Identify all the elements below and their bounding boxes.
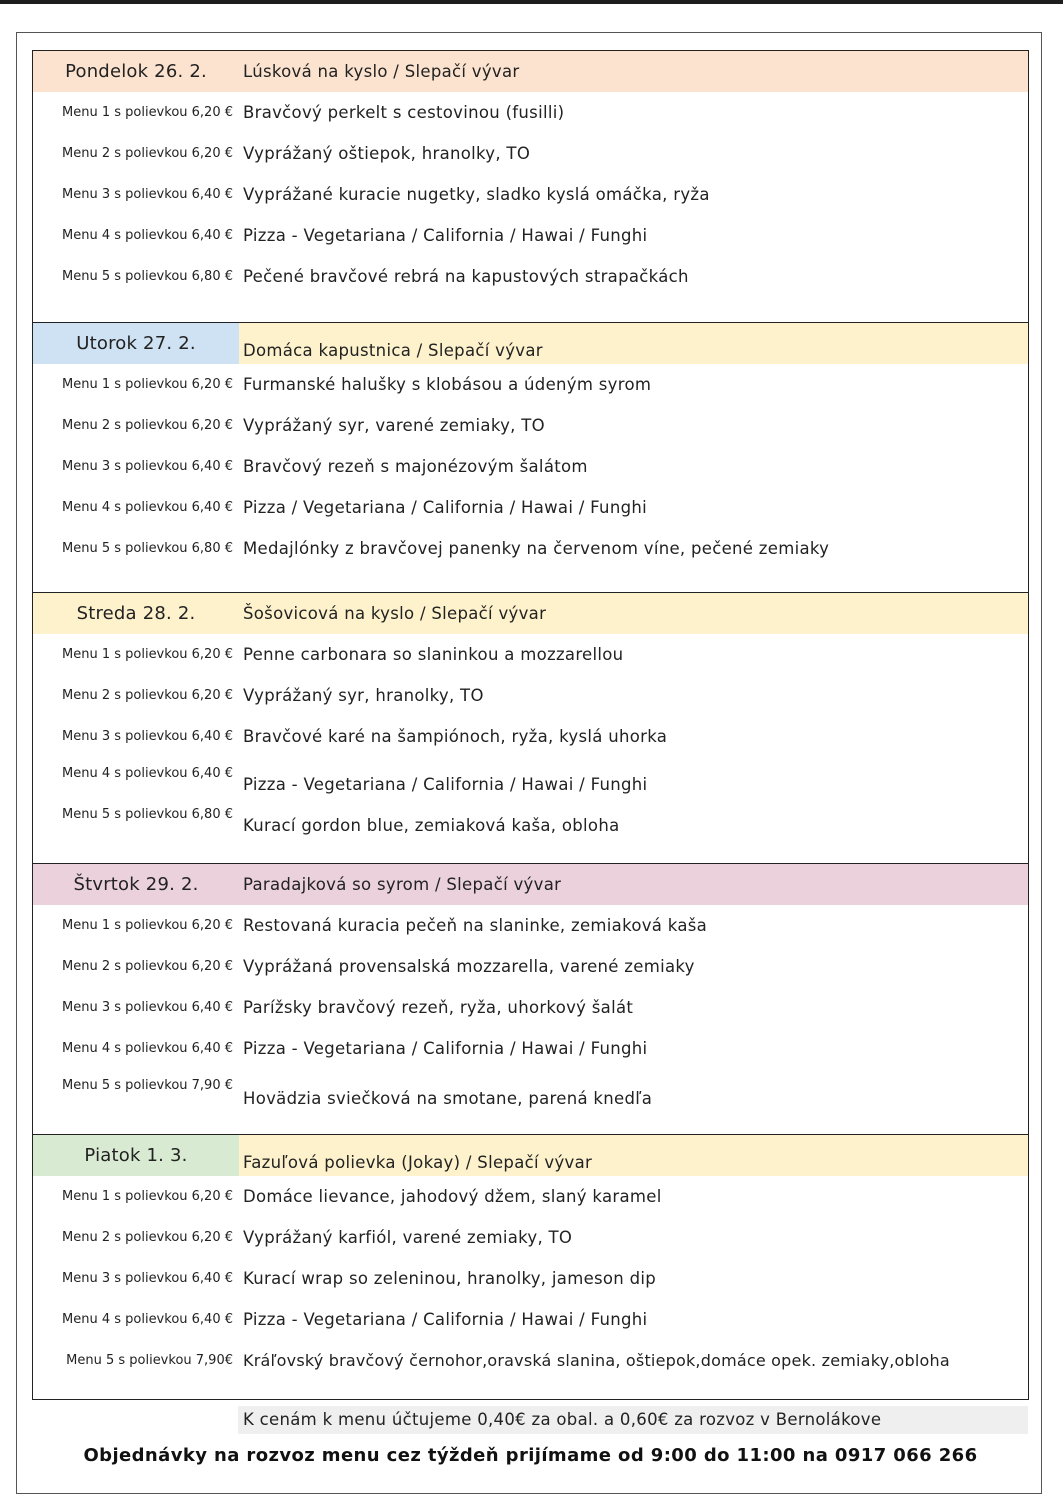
day-block-monday — [33, 51, 1028, 323]
menu-dish: Medajlónky z bravčovej panenky na červenom víne, pečené zemiaky — [243, 539, 830, 558]
day-block-wednesday — [33, 593, 1028, 864]
day-title: Štvrtok 29. 2. — [33, 864, 239, 905]
menu-dish: Bravčový perkelt s cestovinou (fusilli) — [243, 103, 565, 122]
day-soup: Domáca kapustnica / Slepačí vývar — [239, 323, 1028, 364]
menu-price-label: Menu 2 s polievkou 6,20 € — [62, 959, 233, 974]
menu-dish: Pizza / Vegetariana / California / Hawai / Funghi — [243, 498, 647, 517]
packaging-delivery-note: K cenám k menu účtujeme 0,40€ za obal. a 0,60€ za rozvoz v Bernolákove — [238, 1406, 1028, 1434]
menu-price-label: Menu 4 s polievkou 6,40 € — [62, 766, 233, 781]
menu-price-label: Menu 1 s polievkou 6,20 € — [62, 647, 233, 662]
menu-price-label: Menu 3 s polievkou 6,40 € — [62, 459, 233, 474]
table-row — [33, 133, 1028, 174]
table-row — [33, 905, 1028, 946]
menu-dish: Kráľovský bravčový černohor,oravská slanina, oštiepok,domáce opek. zemiaky,obloha — [243, 1351, 950, 1370]
table-row — [33, 92, 1028, 133]
table-row — [33, 946, 1028, 987]
menu-dish: Kurací wrap so zeleninou, hranolky, jameson dip — [243, 1269, 657, 1288]
menu-dish: Kurací gordon blue, zemiaková kaša, obloha — [243, 816, 620, 835]
menu-price-label: Menu 2 s polievkou 6,20 € — [62, 146, 233, 161]
table-row — [33, 634, 1028, 675]
menu-dish: Furmanské halušky s klobásou a údeným syrom — [243, 375, 652, 394]
menu-price-label: Menu 1 s polievkou 6,20 € — [62, 105, 233, 120]
day-soup: Lúsková na kyslo / Slepačí vývar — [239, 51, 1028, 92]
menu-dish: Vyprážaný syr, hranolky, TO — [243, 686, 484, 705]
day-block-friday — [33, 1135, 1028, 1381]
table-row — [33, 757, 1028, 798]
menu-price-label: Menu 4 s polievkou 6,40 € — [62, 1312, 233, 1327]
menu-price-label: Menu 2 s polievkou 6,20 € — [62, 418, 233, 433]
table-row — [33, 364, 1028, 405]
menu-dish: Pizza - Vegetariana / California / Hawai / Funghi — [243, 1039, 648, 1058]
menu-price-label: Menu 5 s polievkou 7,90€ — [66, 1353, 233, 1368]
menu-price-label: Menu 5 s polievkou 6,80 € — [62, 807, 233, 822]
menu-price-label: Menu 3 s polievkou 6,40 € — [62, 1000, 233, 1015]
menu-price-label: Menu 1 s polievkou 6,20 € — [62, 1189, 233, 1204]
table-row — [33, 675, 1028, 716]
day-title: Streda 28. 2. — [33, 593, 239, 634]
menu-dish: Bravčové karé na šampiónoch, ryža, kyslá uhorka — [243, 727, 668, 746]
table-row — [33, 1028, 1028, 1069]
table-row — [33, 487, 1028, 528]
table-row — [33, 256, 1028, 297]
menu-dish: Bravčový rezeň s majonézovým šalátom — [243, 457, 588, 476]
menu-price-label: Menu 4 s polievkou 6,40 € — [62, 228, 233, 243]
table-row — [33, 1299, 1028, 1340]
day-soup: Fazuľová polievka (Jokay) / Slepačí vývar — [239, 1135, 1028, 1176]
day-soup: Šošovicová na kyslo / Slepačí vývar — [239, 593, 1028, 634]
menu-price-label: Menu 1 s polievkou 6,20 € — [62, 918, 233, 933]
day-block-tuesday — [33, 323, 1028, 593]
menu-price-label: Menu 1 s polievkou 6,20 € — [62, 377, 233, 392]
table-row — [33, 716, 1028, 757]
table-row — [33, 215, 1028, 256]
menu-dish: Domáce lievance, jahodový džem, slaný karamel — [243, 1187, 662, 1206]
table-row — [33, 1217, 1028, 1258]
day-soup: Paradajková so syrom / Slepačí vývar — [239, 864, 1028, 905]
menu-price-label: Menu 3 s polievkou 6,40 € — [62, 187, 233, 202]
menu-dish: Pizza - Vegetariana / California / Hawai / Funghi — [243, 775, 648, 794]
menu-dish: Penne carbonara so slaninkou a mozzarellou — [243, 645, 624, 664]
top-edge-bar — [0, 0, 1063, 4]
menu-dish: Vyprážaná provensalská mozzarella, varené zemiaky — [243, 957, 695, 976]
table-row — [33, 174, 1028, 215]
table-row — [33, 446, 1028, 487]
table-row — [33, 405, 1028, 446]
menu-dish: Vyprážaný oštiepok, hranolky, TO — [243, 144, 531, 163]
day-title: Utorok 27. 2. — [33, 323, 239, 364]
menu-dish: Pizza - Vegetariana / California / Hawai / Funghi — [243, 1310, 648, 1329]
day-title: Pondelok 26. 2. — [33, 51, 239, 92]
menu-dish: Vyprážaný syr, varené zemiaky, TO — [243, 416, 545, 435]
orders-info: Objednávky na rozvoz menu cez týždeň prijímame od 9:00 do 11:00 na 0917 066 266 — [83, 1445, 978, 1466]
menu-dish: Restovaná kuracia pečeň na slaninke, zemiaková kaša — [243, 916, 708, 935]
table-row — [33, 1069, 1028, 1110]
table-row — [33, 1340, 1028, 1381]
menu-price-label: Menu 5 s polievkou 6,80 € — [62, 541, 233, 556]
menu-price-label: Menu 4 s polievkou 6,40 € — [62, 500, 233, 515]
menu-dish: Pizza - Vegetariana / California / Hawai / Funghi — [243, 226, 648, 245]
menu-dish: Pečené bravčové rebrá na kapustových strapačkách — [243, 267, 689, 286]
menu-price-label: Menu 5 s polievkou 7,90 € — [62, 1078, 233, 1093]
menu-price-label: Menu 5 s polievkou 6,80 € — [62, 269, 233, 284]
menu-price-label: Menu 2 s polievkou 6,20 € — [62, 1230, 233, 1245]
table-row — [33, 528, 1028, 569]
table-row — [33, 1258, 1028, 1299]
menu-price-label: Menu 3 s polievkou 6,40 € — [62, 1271, 233, 1286]
day-block-thursday — [33, 864, 1028, 1135]
menu-dish: Vyprážané kuracie nugetky, sladko kyslá omáčka, ryža — [243, 185, 710, 204]
menu-dish: Hovädzia sviečková na smotane, parená knedľa — [243, 1089, 653, 1108]
menu-price-label: Menu 2 s polievkou 6,20 € — [62, 688, 233, 703]
table-row — [33, 798, 1028, 839]
menu-price-label: Menu 3 s polievkou 6,40 € — [62, 729, 233, 744]
day-title: Piatok 1. 3. — [33, 1135, 239, 1176]
table-row — [33, 1176, 1028, 1217]
menu-dish: Parížsky bravčový rezeň, ryža, uhorkový šalát — [243, 998, 634, 1017]
menu-price-label: Menu 4 s polievkou 6,40 € — [62, 1041, 233, 1056]
table-row — [33, 987, 1028, 1028]
menu-dish: Vyprážaný karfiól, varené zemiaky, TO — [243, 1228, 573, 1247]
